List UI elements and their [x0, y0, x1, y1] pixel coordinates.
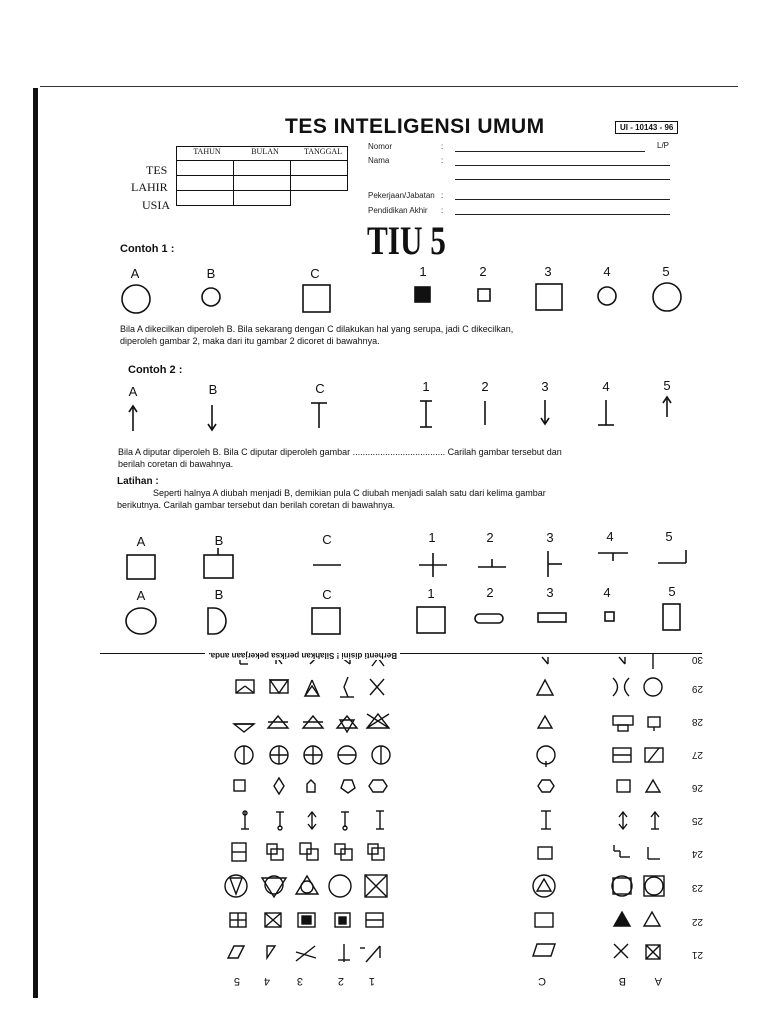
field-pekerjaan-label: Pekerjaan/Jabatan [368, 191, 435, 200]
field-nama-label: Nama [368, 156, 390, 165]
question-number-26: 26 [691, 782, 703, 793]
grid-header-box [176, 146, 348, 161]
page-top-rule [40, 86, 738, 87]
subtest-title: TIU 5 [367, 218, 446, 263]
stop-divider [100, 653, 702, 654]
grid-cell[interactable] [291, 176, 348, 191]
field-pendidikan-label: Pendidikan Akhir [368, 206, 428, 215]
question-number-24: 24 [691, 848, 703, 859]
page-title: TES INTELIGENSI UMUM [285, 115, 545, 138]
grid-col-tanggal: TANGGAL [303, 147, 343, 156]
option-1-filled-square [415, 287, 430, 302]
grid-cell[interactable] [177, 176, 234, 191]
practice-row1-figures [110, 545, 700, 585]
question-number-25: 25 [691, 815, 703, 826]
figure-a-circle [122, 285, 150, 313]
field-nama-line[interactable] [455, 165, 670, 166]
question-number-28: 28 [691, 716, 703, 727]
question-number-21: 21 [691, 949, 703, 960]
practice-heading: Latihan : [117, 476, 159, 487]
field-pendidikan-line[interactable] [455, 214, 670, 215]
grid-cell[interactable] [177, 161, 234, 176]
practice-text: Seperti halnya A diubah menjadi B, demikian pula C diubah menjadi salah satu dari kelima gambar berikutnya. Carilah gambar tersebut dan berilah coretan di bawahnya. [117, 488, 546, 510]
option-5-circle [653, 283, 681, 311]
grid-col-tahun: TAHUN [193, 147, 221, 156]
date-grid [176, 160, 348, 206]
option-3-square [536, 284, 562, 310]
stop-text: Berhenti disini ! Silahkan periksa pekerjaan anda. [205, 651, 400, 660]
example2-heading: Contoh 2 : [128, 364, 183, 376]
grid-cell[interactable] [234, 161, 291, 176]
example2-figures [110, 395, 700, 440]
example2-text: Bila A diputar diperoleh B. Bila C diputar diperoleh gambar ..................................... Carilah gambar tersebut dan berilah coretan di bawahnya. [118, 447, 562, 469]
gender-label: L/P [657, 141, 670, 150]
field-nomor-label: Nomor [368, 142, 393, 151]
field-pekerjaan-line[interactable] [455, 199, 670, 200]
question-number-27: 27 [691, 749, 703, 760]
grid-cell[interactable] [291, 161, 348, 176]
question-number-23: 23 [691, 882, 703, 893]
option-4-circle [598, 287, 616, 305]
grid-cell[interactable] [177, 191, 234, 206]
grid-cell[interactable] [234, 191, 291, 206]
example1-text: Bila A dikecilkan diperoleh B. Bila sekarang dengan C dilakukan hal yang serupa, jadi C dikecilkan, diperoleh gambar 2, maka dari itu gambar 2 dicoret di bawahnya. [120, 324, 514, 346]
question-number-29: 29 [691, 683, 703, 694]
upside-down-figures [100, 645, 720, 990]
grid-cell[interactable] [234, 176, 291, 191]
field-nomor-line[interactable] [455, 151, 645, 152]
figure-c-square [303, 285, 330, 312]
column-labels-row: A B C 1 2 3 4 5 [233, 975, 662, 987]
row-label-usia: USIA [142, 198, 171, 212]
page-left-border [33, 88, 38, 998]
practice-row2-figures [110, 600, 700, 640]
example1-heading: Contoh 1 : [120, 243, 175, 255]
row-label-lahir: LAHIR [131, 180, 168, 194]
option-2-small-square [478, 289, 490, 301]
field-nama-line-2[interactable] [455, 179, 670, 180]
question-number-22: 22 [691, 916, 703, 927]
question-number-30: 30 [691, 654, 703, 665]
form-code: UI - 10143 - 96 [615, 121, 678, 134]
figure-b-circle [202, 288, 220, 306]
row-label-tes: TES [146, 163, 168, 177]
grid-col-bulan: BULAN [251, 147, 279, 156]
example1-figures [110, 280, 700, 320]
upside-down-answer-section [100, 645, 720, 990]
